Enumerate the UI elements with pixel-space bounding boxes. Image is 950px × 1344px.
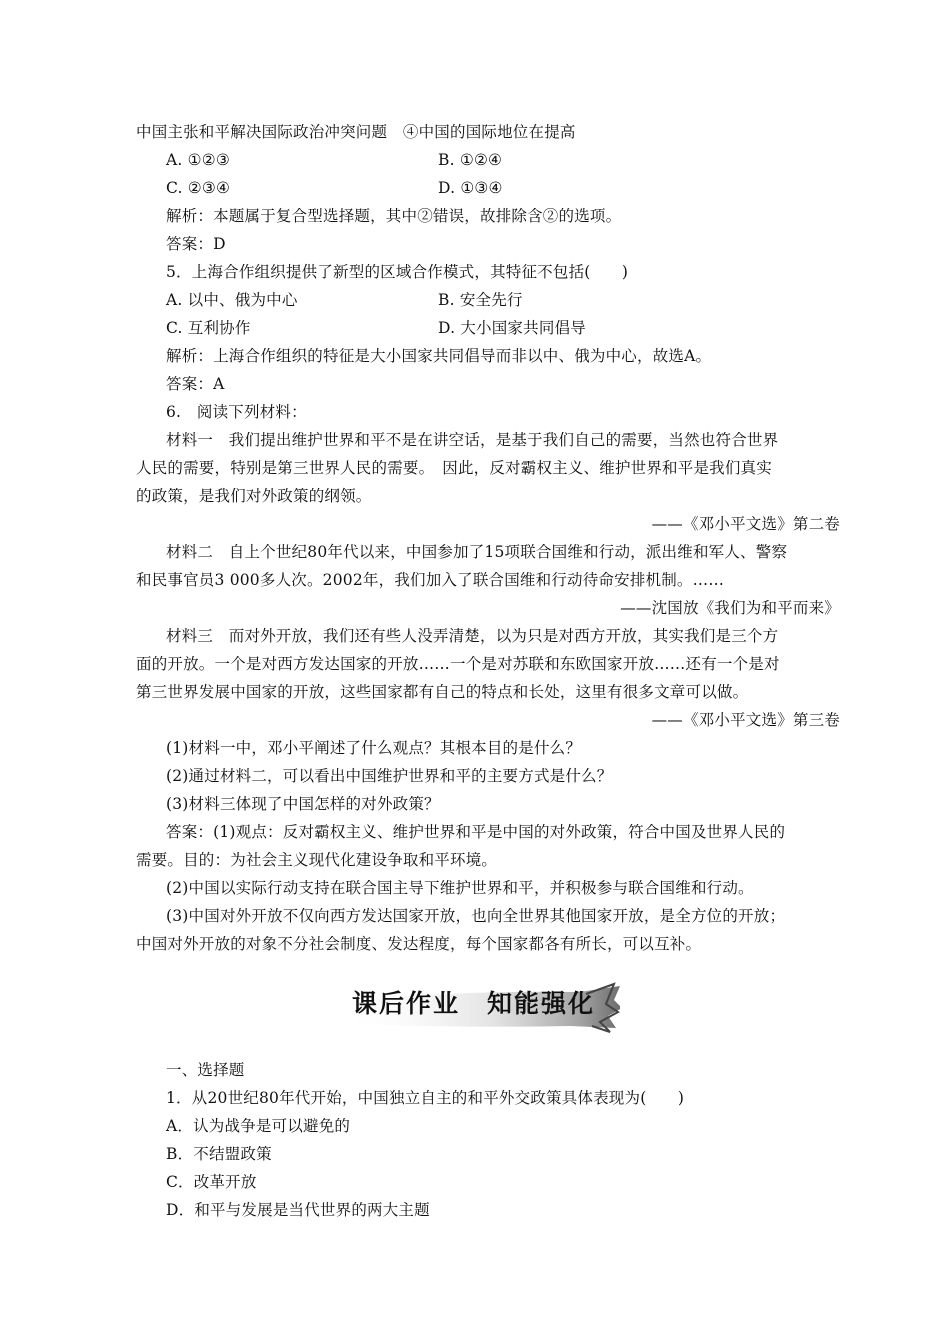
answer: 答案：D (166, 235, 226, 253)
option-d: D．和平与发展是当代世界的两大主题 (166, 1201, 430, 1219)
answer-line: 中国对外开放的对象不分社会制度、发达程度，每个国家都各有所长，可以互补。 (136, 935, 702, 953)
option-c: C. 互利协作 (166, 319, 251, 337)
material-1-line: 材料一 我们提出维护世界和平不是在讲空话，是基于我们自己的需要，当然也符合世界 (166, 431, 779, 449)
option-d: D. 大小国家共同倡导 (438, 319, 586, 337)
option-a: A. ①②③ (166, 151, 230, 169)
material-1-source: ——《邓小平文选》第二卷 (651, 515, 840, 533)
answer: 答案：A (166, 375, 225, 393)
option-c: C. ②③④ (166, 179, 231, 197)
answer-line: 需要。目的：为社会主义现代化建设争取和平环境。 (136, 851, 498, 869)
material-2-line: 和民事官员3 000多人次。2002年，我们加入了联合国维和行动待命安排机制。…… (136, 571, 725, 589)
answer-line: (3)中国对外开放不仅向西方发达国家开放，也向全世界其他国家开放，是全方位的开放； (166, 907, 786, 925)
option-d: D. ①③④ (438, 179, 503, 197)
sub-question: (2)通过材料二，可以看出中国维护世界和平的主要方式是什么？ (166, 767, 613, 785)
option-b: B. ①②④ (438, 151, 503, 169)
material-3-line: 面的开放。一个是对西方发达国家的开放……一个是对苏联和东欧国家开放……还有一个是对 (136, 655, 780, 673)
question-6: 6. 阅读下列材料： (166, 403, 307, 421)
question-1: 1．从20世纪80年代开始，中国独立自主的和平外交政策具体表现为( ) (166, 1089, 685, 1107)
text-line: 中国主张和平解决国际政治冲突问题 ④中国的国际地位在提高 (136, 123, 576, 141)
material-2-line: 材料二 自上个世纪80年代以来，中国参加了15项联合国维和行动，派出维和军人、警察 (166, 543, 788, 561)
sub-question: (3)材料三体现了中国怎样的对外政策？ (166, 795, 440, 813)
answer-line: (2)中国以实际行动支持在联合国主导下维护世界和平，并积极参与联合国维和行动。 (166, 879, 754, 897)
option-a: A. 以中、俄为中心 (166, 291, 298, 309)
material-1-line: 的政策，是我们对外政策的纲领。 (136, 487, 372, 505)
option-b: B．不结盟政策 (166, 1145, 272, 1163)
section-heading: 一、选择题 (166, 1061, 245, 1079)
section-banner (330, 976, 620, 1038)
analysis: 解析：上海合作组织的特征是大小国家共同倡导而非以中、俄为中心，故选A。 (166, 347, 712, 365)
material-3-source: ——《邓小平文选》第三卷 (651, 711, 840, 729)
answer-line: 答案：(1)观点：反对霸权主义、维护世界和平是中国的对外政策，符合中国及世界人民的 (166, 823, 786, 841)
material-3-line: 第三世界发展中国家的开放，这些国家都有自己的特点和长处，这里有很多文章可以做。 (136, 683, 749, 701)
option-c: C．改革开放 (166, 1173, 257, 1191)
question-5: 5．上海合作组织提供了新型的区域合作模式，其特征不包括( ) (166, 263, 629, 281)
material-2-source: ——沈国放《我们为和平而来》 (620, 599, 840, 617)
material-3-line: 材料三 而对外开放，我们还有些人没弄清楚，以为只是对西方开放，其实我们是三个方 (166, 627, 779, 645)
sub-question: (1)材料一中，邓小平阐述了什么观点？其根本目的是什么？ (166, 739, 582, 757)
material-1-line: 人民的需要，特别是第三世界人民的需要。 因此，反对霸权主义、维护世界和平是我们真实 (136, 459, 772, 477)
option-b: B. 安全先行 (438, 291, 523, 309)
banner-title: 课后作业 知能强化 (352, 989, 596, 1018)
option-a: A．认为战争是可以避免的 (166, 1117, 351, 1135)
analysis: 解析：本题属于复合型选择题，其中②错误，故排除含②的选项。 (166, 207, 622, 225)
